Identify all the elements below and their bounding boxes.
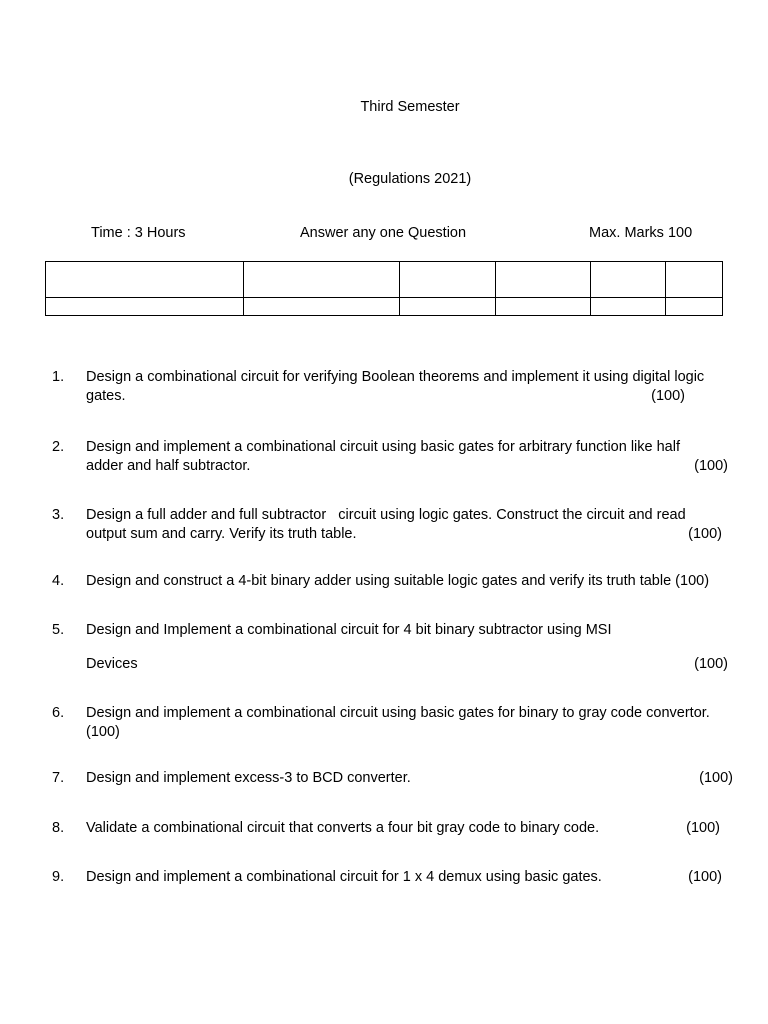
table-cell <box>46 262 244 298</box>
question-2 <box>52 438 733 476</box>
question-text: Design a combinational circuit for verifying Boolean theorems and implement it using digital logic <box>86 369 705 385</box>
question-number: 7. <box>52 770 65 786</box>
question-text: Design and construct a 4-bit binary adder using suitable logic gates and verify its truth table <box>86 573 672 589</box>
question-text-continued: Devices <box>86 656 138 672</box>
table-cell <box>666 298 723 316</box>
question-number: 5. <box>52 622 65 638</box>
question-marks: (100) <box>688 869 722 885</box>
question-marks: (100) <box>651 388 685 404</box>
question-1 <box>52 368 733 406</box>
question-7 <box>52 769 733 788</box>
question-number: 3. <box>52 507 65 523</box>
table-cell <box>244 298 400 316</box>
question-text: Design and implement excess-3 to BCD converter. <box>86 770 411 786</box>
question-text: Design a full adder and full subtractor circuit using logic gates. Construct the circuit and read <box>86 507 686 523</box>
time-allowed: Time : 3 Hours <box>91 225 186 241</box>
question-text: Design and implement a combinational circuit for 1 x 4 demux using basic gates. <box>86 869 602 885</box>
table-cell <box>400 298 496 316</box>
question-text-continued: gates. <box>86 388 126 404</box>
question-number: 6. <box>52 705 65 721</box>
question-text: Validate a combinational circuit that converts a four bit gray code to binary code. <box>86 820 600 836</box>
question-text: Design and implement a combinational circuit using basic gates for arbitrary function like half <box>86 439 680 455</box>
question-marks: (100) <box>86 724 120 740</box>
question-text: Design and Implement a combinational circuit for 4 bit binary subtractor using MSI <box>86 622 612 638</box>
question-4 <box>52 572 733 591</box>
table-cell <box>496 298 591 316</box>
question-text-continued: adder and half subtractor. <box>86 458 251 474</box>
question-9 <box>52 868 733 887</box>
question-number: 9. <box>52 869 65 885</box>
question-marks: (100) <box>688 526 722 542</box>
question-marks: (100) <box>699 770 733 786</box>
table-cell <box>400 262 496 298</box>
question-marks: (100) <box>694 656 728 672</box>
register-number-table <box>45 261 723 316</box>
question-number: 1. <box>52 369 65 385</box>
question-text-continued: output sum and carry. Verify its truth table. <box>86 526 357 542</box>
question-5 <box>52 621 733 674</box>
regulations-line: (Regulations 2021) <box>348 171 472 187</box>
table-cell <box>591 262 666 298</box>
question-number: 2. <box>52 439 65 455</box>
max-marks: Max. Marks 100 <box>589 225 693 241</box>
question-marks: (100) <box>686 820 720 836</box>
question-marks: (100) <box>694 458 728 474</box>
question-3 <box>52 506 733 544</box>
table-cell <box>244 262 400 298</box>
question-number: 4. <box>52 573 65 589</box>
table-cell <box>591 298 666 316</box>
table-cell <box>496 262 591 298</box>
question-number: 8. <box>52 820 65 836</box>
instruction-text: Answer any one Question <box>300 225 467 241</box>
question-text: Design and implement a combinational circuit using basic gates for binary to gray code convertor. <box>86 705 710 721</box>
question-8 <box>52 819 733 838</box>
question-marks: (100) <box>675 573 710 589</box>
question-6 <box>52 704 733 742</box>
table-cell <box>46 298 244 316</box>
semester-title: Third Semester <box>360 99 460 115</box>
table-cell <box>666 262 723 298</box>
